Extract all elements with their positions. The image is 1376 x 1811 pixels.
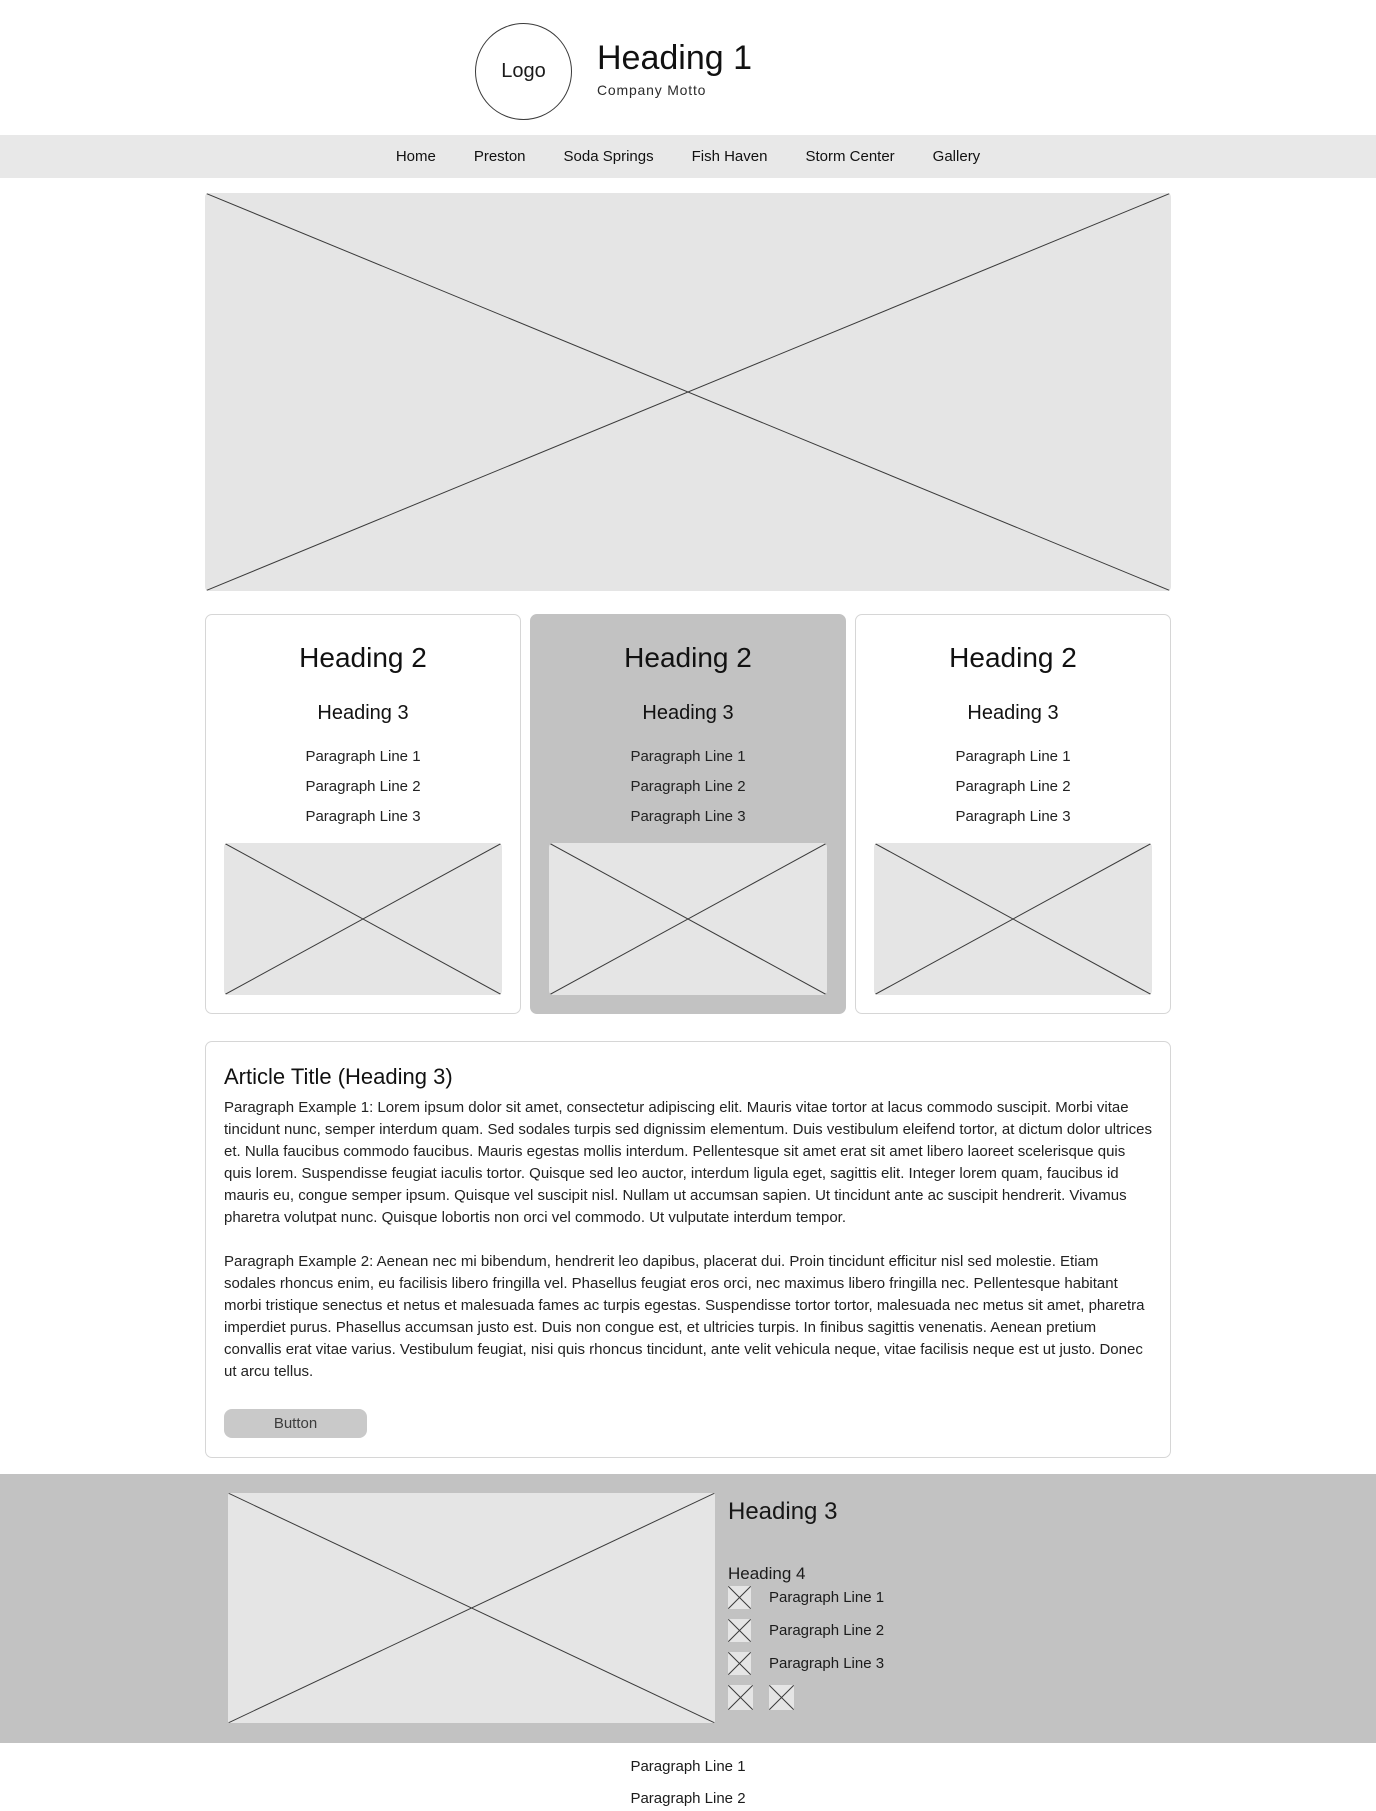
placeholder-x-icon: [728, 1652, 751, 1675]
placeholder-x-icon: [205, 193, 1171, 591]
header-text-block: [597, 40, 752, 98]
nav-item-home[interactable]: Home: [395, 148, 436, 165]
footer-list-label: Paragraph Line 2: [769, 1622, 885, 1639]
card-heading2: Heading 2: [949, 642, 1077, 673]
card-heading3: Heading 3: [317, 702, 409, 724]
footer-list: [728, 1586, 884, 1675]
footer-inner: [0, 1474, 1376, 1723]
main-nav: [0, 135, 1376, 178]
nav-item-soda-springs[interactable]: Soda Springs: [563, 148, 654, 165]
footer-image-placeholder: [228, 1493, 715, 1723]
card-paragraph-line: Paragraph Line 3: [305, 808, 421, 825]
social-link-placeholder-icon[interactable]: [728, 1685, 753, 1710]
card-paragraph-line: Paragraph Line 2: [630, 778, 746, 795]
site-motto: Company Motto: [597, 82, 707, 99]
hero-image-placeholder: [205, 193, 1171, 591]
footer-icon-row: [728, 1685, 884, 1710]
nav-item-fish-haven[interactable]: Fish Haven: [691, 148, 768, 165]
card-paragraph-line: Paragraph Line 3: [955, 808, 1071, 825]
card-image-placeholder: [874, 843, 1152, 995]
placeholder-x-icon: [228, 1493, 715, 1723]
card-2-highlighted: [530, 614, 846, 1014]
card-heading2: Heading 2: [299, 642, 427, 673]
list-bullet-placeholder: [728, 1619, 751, 1642]
nav-item-gallery[interactable]: Gallery: [932, 148, 981, 165]
card-image-placeholder: [224, 843, 502, 995]
card-row: [205, 614, 1171, 1014]
article-paragraph-1: Paragraph Example 1: Lorem ipsum dolor sit amet, consectetur adipiscing elit. Mauris vitae tortor at lacus commodo suscipit. Morbi vitae tincidunt nunc, semper interdum quam. Sed sodales turpis sed dignissim elementum. Duis vestibulum eleifend tortor, at dictum dolor ultrices et. Nulla faucibus commodo faucibus. Mauris egestas mollis interdum. Pellentesque sit amet erat sit amet libero laoreet scelerisque quis quis lorem. Suspendisse feugiat iaculis tortor. Quisque sed leo auctor, interdum ligula eget, sagittis elit. Integer lorem quam, faucibus id mauris eu, congue semper ipsum. Quisque vel suscipit nisl. Nullam ut accumsan sapien. Ut tincidunt ante ac suscipit hendrerit. Vivamus pharetra volutpat nunc. Quisque lobortis non orci vel commodo. Ut vulputate interdum tempor.: [224, 1099, 1152, 1226]
list-bullet-placeholder: [728, 1586, 751, 1609]
card-1: [205, 614, 521, 1014]
card-paragraph-line: Paragraph Line 1: [955, 748, 1071, 765]
footer-heading4: Heading 4: [728, 1564, 806, 1583]
placeholder-x-icon: [728, 1685, 753, 1710]
footer-list-label: Paragraph Line 3: [769, 1655, 885, 1672]
nav-item-storm-center[interactable]: Storm Center: [805, 148, 895, 165]
article-title: Article Title (Heading 3): [224, 1064, 453, 1089]
list-bullet-placeholder: [728, 1652, 751, 1675]
placeholder-x-icon: [549, 843, 827, 995]
bottom-paragraph-line: Paragraph Line 1: [630, 1758, 746, 1775]
nav-item-preston[interactable]: Preston: [473, 148, 526, 165]
placeholder-x-icon: [728, 1586, 751, 1609]
logo-text: Logo: [501, 60, 546, 82]
article-card: [205, 1041, 1171, 1458]
card-3: [855, 614, 1171, 1014]
card-heading3: Heading 3: [967, 702, 1059, 724]
card-paragraph-line: Paragraph Line 1: [305, 748, 421, 765]
bottom-paragraph-line: Paragraph Line 2: [630, 1790, 746, 1807]
card-heading2: Heading 2: [624, 642, 752, 673]
footer-text-column: [728, 1493, 884, 1723]
card-paragraph-line: Paragraph Line 2: [955, 778, 1071, 795]
card-paragraph-line: Paragraph Line 3: [630, 808, 746, 825]
site-header: [0, 0, 1376, 135]
footer-list-item: [728, 1619, 884, 1642]
page-title: Heading 1: [597, 39, 753, 77]
card-paragraph-line: Paragraph Line 2: [305, 778, 421, 795]
footer-list-item: [728, 1586, 884, 1609]
placeholder-x-icon: [874, 843, 1152, 995]
footer-list-label: Paragraph Line 1: [769, 1589, 885, 1606]
card-image-placeholder: [549, 843, 827, 995]
placeholder-x-icon: [769, 1685, 794, 1710]
article-paragraph-2: Paragraph Example 2: Aenean nec mi bibendum, hendrerit leo dapibus, placerat dui. Proin tincidunt efficitur nisl sed molestie. Etiam sodales rhoncus enim, eu facilisis libero fringilla vel. Phasellus feugiat eros orci, nec maximus libero fringilla nec. Pellentesque habitant morbi tristique senectus et netus et malesuada fames ac turpis egestas. Suspendisse tortor tortor, malesuada nec metus sit amet, pharetra imperdiet purus. Phasellus accumsan justo est. Duis non congue est, et ultricies turpis. In finibus sagittis venenatis. Aenean pretium convallis erat vitae varius. Vestibulum feugiat, nisi quis rhoncus tincidunt, ante velit vehicula neque, vitae facilisis neque est ut justo. Donec ut arcu tellus.: [224, 1253, 1145, 1380]
footer-list-item: [728, 1652, 884, 1675]
footer-heading3: Heading 3: [728, 1498, 838, 1525]
footer-band: [0, 1474, 1376, 1743]
placeholder-x-icon: [728, 1619, 751, 1642]
logo: [475, 23, 572, 120]
placeholder-x-icon: [224, 843, 502, 995]
card-heading3: Heading 3: [642, 702, 734, 724]
bottom-text-block: [0, 1758, 1376, 1811]
article-button[interactable]: Button: [224, 1409, 367, 1438]
card-paragraph-line: Paragraph Line 1: [630, 748, 746, 765]
social-link-placeholder-icon[interactable]: [769, 1685, 794, 1710]
